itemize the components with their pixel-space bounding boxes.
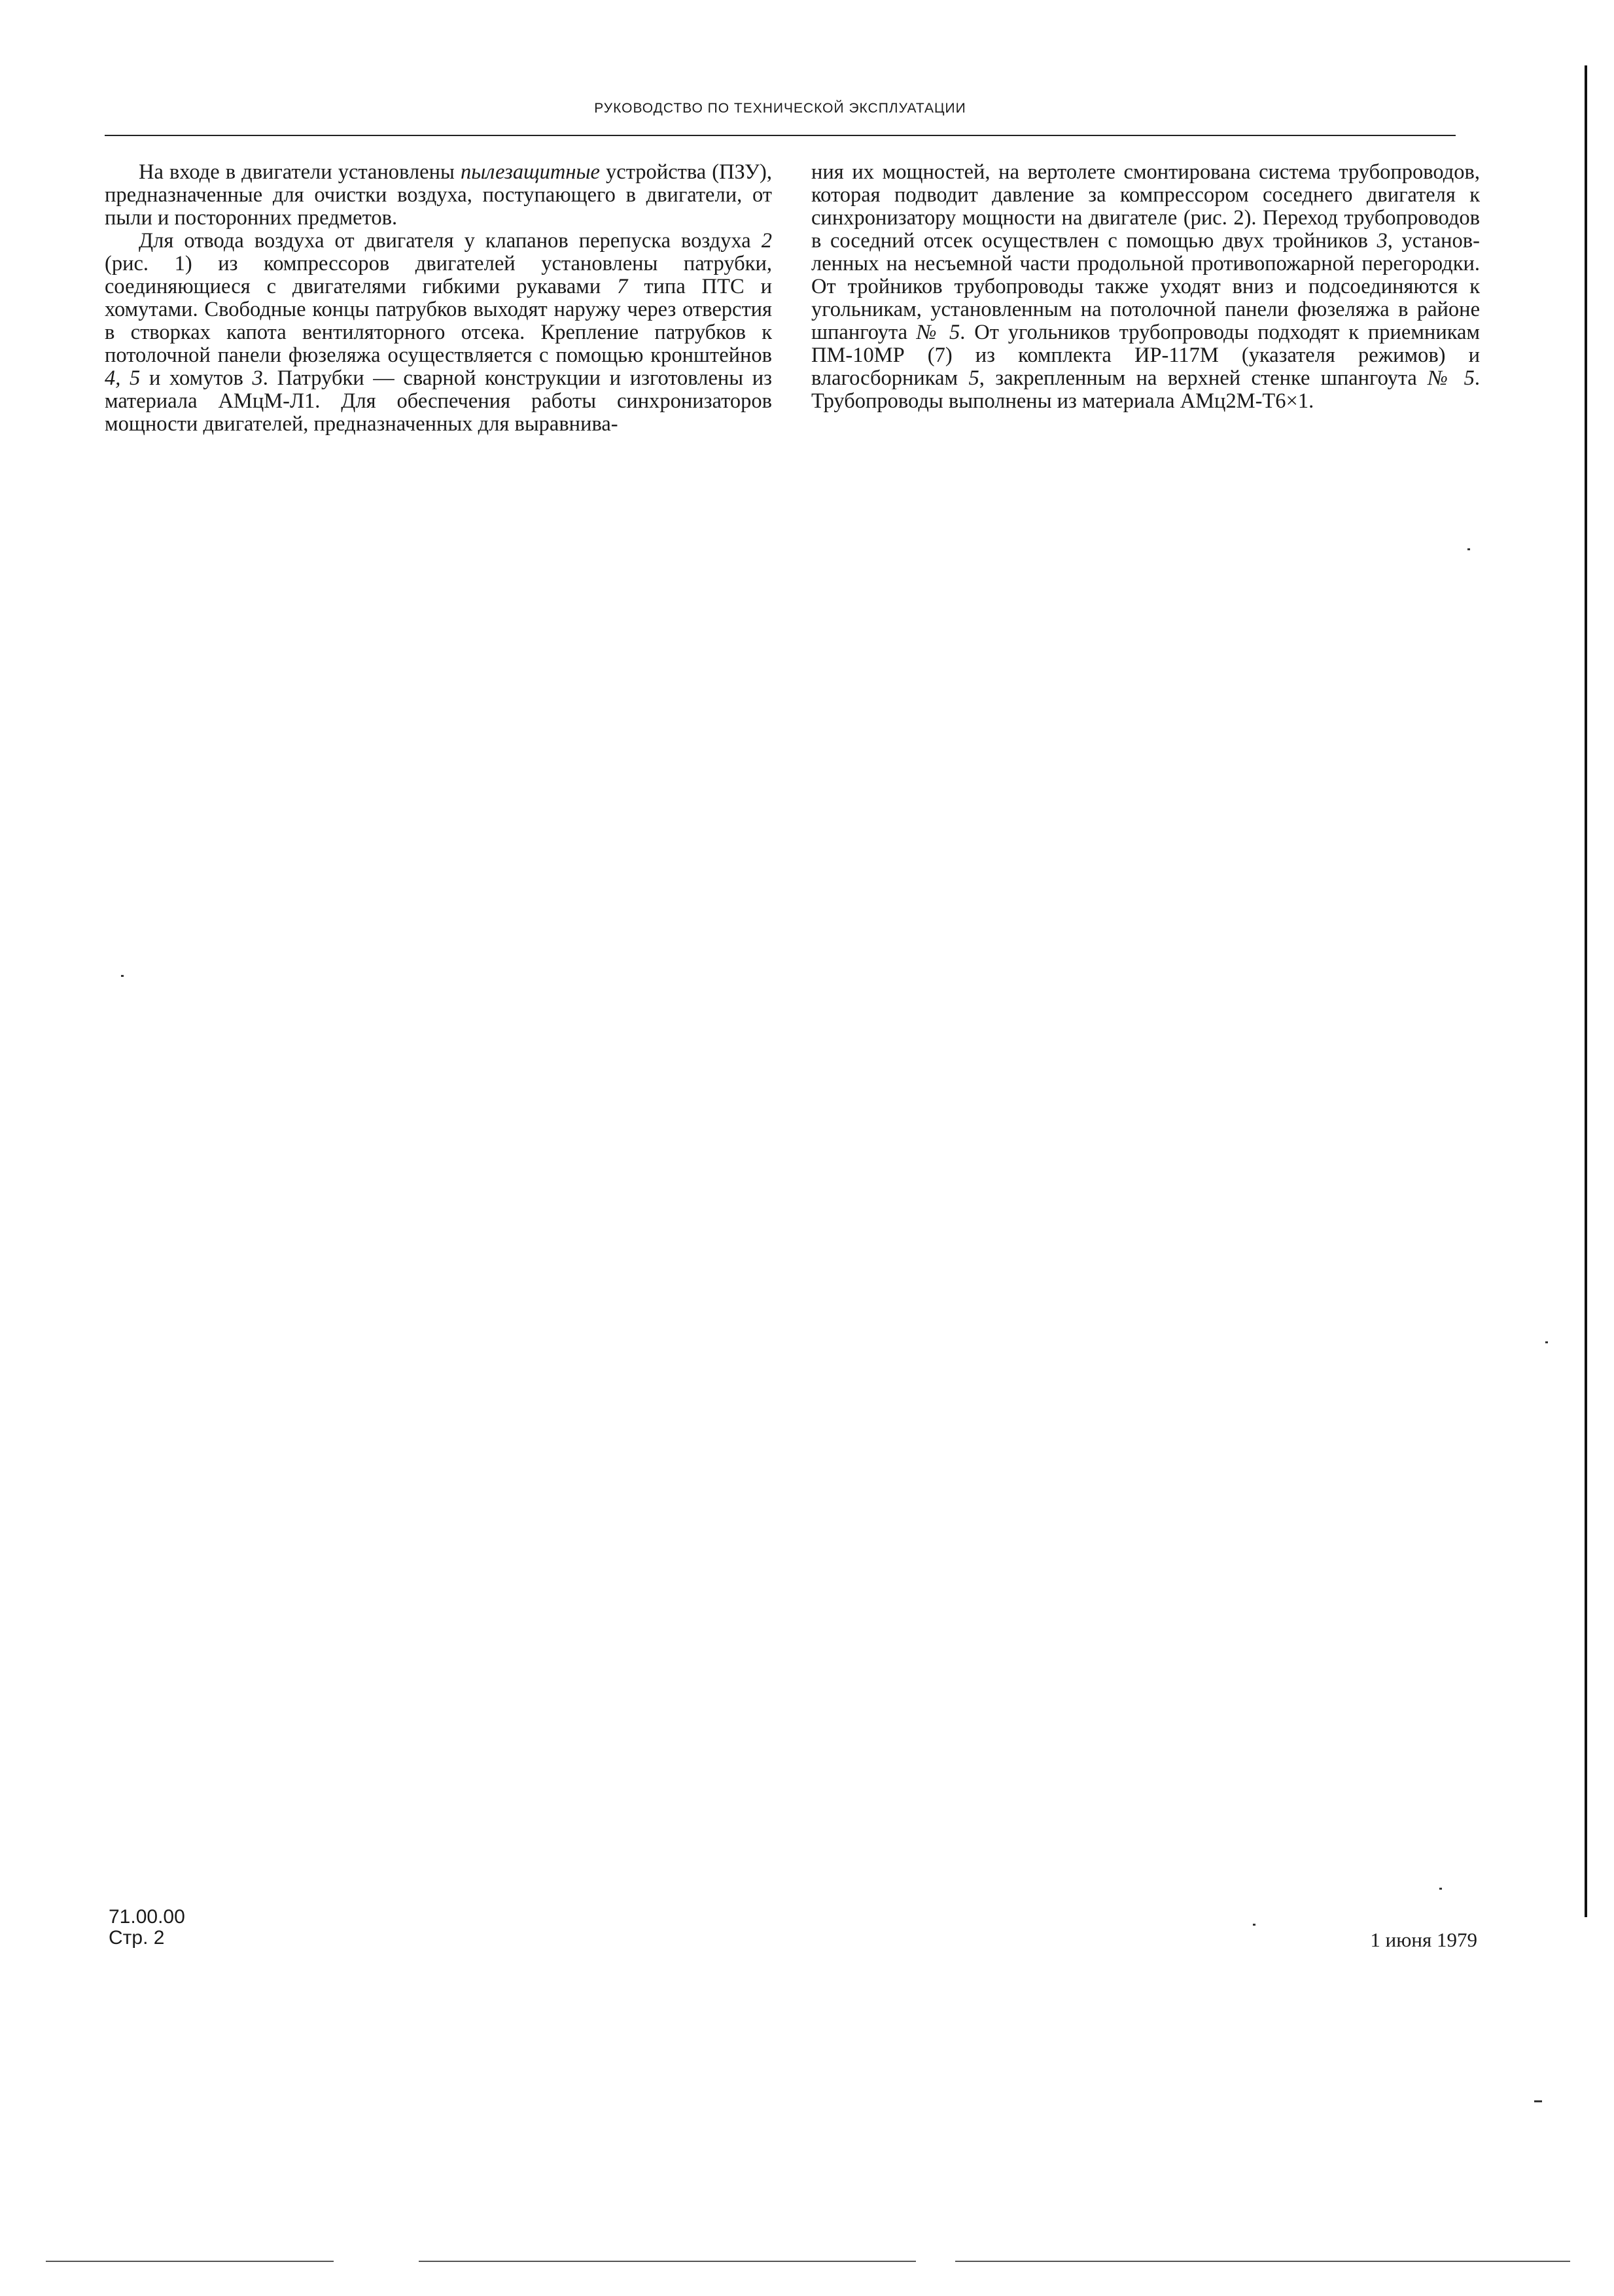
- emphasis-text: 7: [617, 275, 628, 298]
- emphasis-text: № 5: [1428, 366, 1475, 390]
- emphasis-text: 3: [252, 366, 263, 390]
- scan-edge-bottom-segment: [419, 2261, 916, 2262]
- footer-reference: [109, 1907, 185, 1949]
- paragraph-text: . Трубопроводы выполнены из материала АМц2М-Т6×1.: [811, 366, 1480, 413]
- paragraph-text: (рис. 1) из компрессоров двигателей установлены патрубки, соединяющиеся с двигателями гибкими рукавами: [105, 252, 772, 298]
- header-rule: [105, 135, 1456, 136]
- emphasis-text: пылезащитные: [460, 160, 600, 184]
- emphasis-text: 3: [1377, 229, 1388, 253]
- paragraph-text: типа ПТС и хомутами. Свободные концы патрубков выходят наружу через отверстия в створках капота вентиляторного отсека. Крепление патрубков к потолочной панели фюзеляжа осуществляется с помощью кронштейнов: [105, 275, 772, 367]
- scan-edge-bottom-segment: [955, 2261, 1570, 2262]
- paragraph-text: и хомутов: [140, 366, 253, 390]
- paragraph: [105, 161, 772, 230]
- paragraph-text: . От угольников трубопроводы подходят к приемникам ПМ-10МР (7) из комплекта ИР-117М (указателя режимов) и влагосборникам: [811, 321, 1481, 390]
- emphasis-text: № 5: [916, 321, 960, 344]
- paragraph-text: . Патрубки — сварной конструкции и изготовлены из материала АМцМ-Л1. Для обеспечения работы синхронизаторов мощности двигателей, предназначенных для выравнива-: [105, 366, 772, 436]
- text-column-left: [105, 161, 772, 436]
- paragraph-text: На входе в двигатели установлены: [139, 160, 461, 184]
- paragraph-text: устройства (ПЗУ), предназначенные для очистки воздуха, поступающего в двигатели, от пыли и посторонних предметов.: [105, 160, 772, 230]
- emphasis-text: 4, 5: [105, 366, 141, 390]
- emphasis-text: 2: [761, 229, 772, 253]
- scan-speck: [1467, 548, 1470, 550]
- scan-edge-line: [1585, 65, 1587, 1917]
- paragraph-text: , установленных на несъемной части продольной противопожарной перегородки. От тройников трубопроводы также уходят вниз и подсоединяются к угольникам, установленным на потолочной панели фюзеляжа в районе шпангоута: [811, 229, 1480, 344]
- paragraph: [105, 230, 772, 436]
- scan-speck: [121, 975, 124, 977]
- paragraph-text: , закрепленным на верхней стенке шпангоута: [979, 366, 1428, 390]
- paragraph-text: Для отвода воздуха от двигателя у клапанов перепуска воздуха: [139, 229, 762, 253]
- scan-speck: [1253, 1924, 1255, 1926]
- issue-date: 1 июня 1979: [1370, 1928, 1477, 1951]
- running-header: РУКОВОДСТВО ПО ТЕХНИЧЕСКОЙ ЭКСПЛУАТАЦИИ: [594, 101, 966, 116]
- paragraph-text: ния их мощностей, на вертолете смонтирована система трубопроводов, которая подводит давление за компрессором соседнего двигателя к синхронизатору мощности на двигателе (рис. 2). Переход трубопроводов в соседний отсек осуществлен с помощью двух тройников: [811, 160, 1480, 253]
- scan-speck: [1439, 1888, 1442, 1890]
- emphasis-text: 5: [968, 366, 979, 390]
- text-column-right: [811, 161, 1480, 413]
- paragraph: [811, 161, 1480, 413]
- page-number: Стр. 2: [109, 1927, 165, 1949]
- scan-speck: [1545, 1341, 1548, 1343]
- document-code: 71.00.00: [109, 1906, 185, 1928]
- scan-speck: [1534, 2100, 1542, 2102]
- scan-edge-bottom-segment: [46, 2261, 334, 2262]
